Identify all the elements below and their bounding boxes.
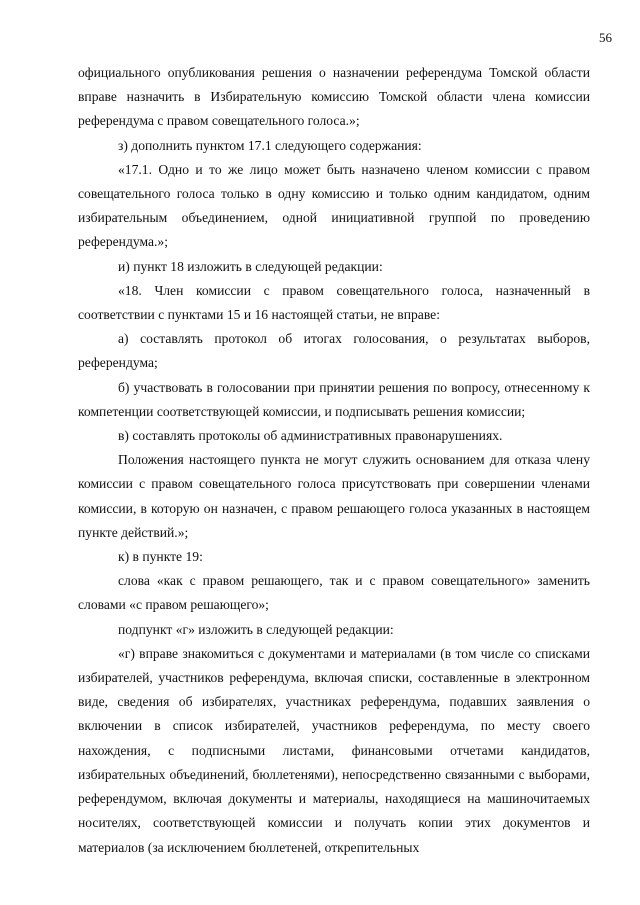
- paragraph-clause-18: «18. Член комиссии с правом совещательного голоса, назначенный в соответствии с пунктами 15 и 16 настоящей статьи, не вправе:: [78, 282, 590, 323]
- paragraph-subclause-a: а) составлять протокол об итогах голосования, о результатах выборов, референдума;: [78, 331, 590, 371]
- page-number: 56: [599, 30, 612, 45]
- paragraph-words-replace: слова «как с правом решающего, так и с правом совещательного» заменить словами «с правом решающего»;: [78, 573, 590, 613]
- paragraph-subclause-g-intro: подпункт «г» изложить в следующей редакции:: [118, 621, 394, 637]
- paragraph-clause-17-1: «17.1. Одно и то же лицо может быть назначено членом комиссии с правом совещательного голоса только в одну комиссию и только одним кандидатом, одним избирательным объединением, одной инициативной группой по проведению референдума.»;: [78, 161, 590, 250]
- paragraph-amendment-z: з) дополнить пунктом 17.1 следующего содержания:: [118, 137, 422, 153]
- paragraph-subclause-v: в) составлять протоколы об административных правонарушениях.: [118, 428, 503, 444]
- paragraph-subclause-b: б) участвовать в голосовании при принятии решения по вопросу, отнесенному к компетенции соответствующей комиссии, и подписывать решения комиссии;: [78, 379, 590, 419]
- paragraph-continuation: официального опубликования решения о назначении референдума Томской области вправе назначить в Избирательную комиссию Томской области члена комиссии референдума с правом совещательного голоса.»;: [78, 65, 590, 129]
- paragraph-subclause-g: «г) вправе знакомиться с документами и материалами (в том числе со списками избирателей, участников референдума, включая списки, составленные в электронном виде, сведения об избирателях, участниках референдума, подавших заявления о включении в список избирателей, участников референдума, по месту своего нахождения, с подписными листами, финансовыми отчетами кандидатов, избирательных объединений, бюллетенями), непосредственно связанными с выборами, референдумом, включая документы и материалы, находящиеся на машиночитаемых носителях, соответствующей комиссии и получать копии этих документов и материалов (за исключением бюллетеней, открепительных: [78, 645, 590, 855]
- paragraph-provisions: Положения настоящего пункта не могут служить основанием для отказа члену комиссии с правом совещательного голоса присутствовать при совершении членами комиссии, в которую он назначен, с правом решающего голоса указанных в настоящем пункте действий.»;: [78, 452, 590, 540]
- paragraph-amendment-k: к) в пункте 19:: [118, 549, 203, 565]
- document-body: [78, 61, 590, 860]
- paragraph-amendment-i: и) пункт 18 изложить в следующей редакции:: [118, 258, 383, 274]
